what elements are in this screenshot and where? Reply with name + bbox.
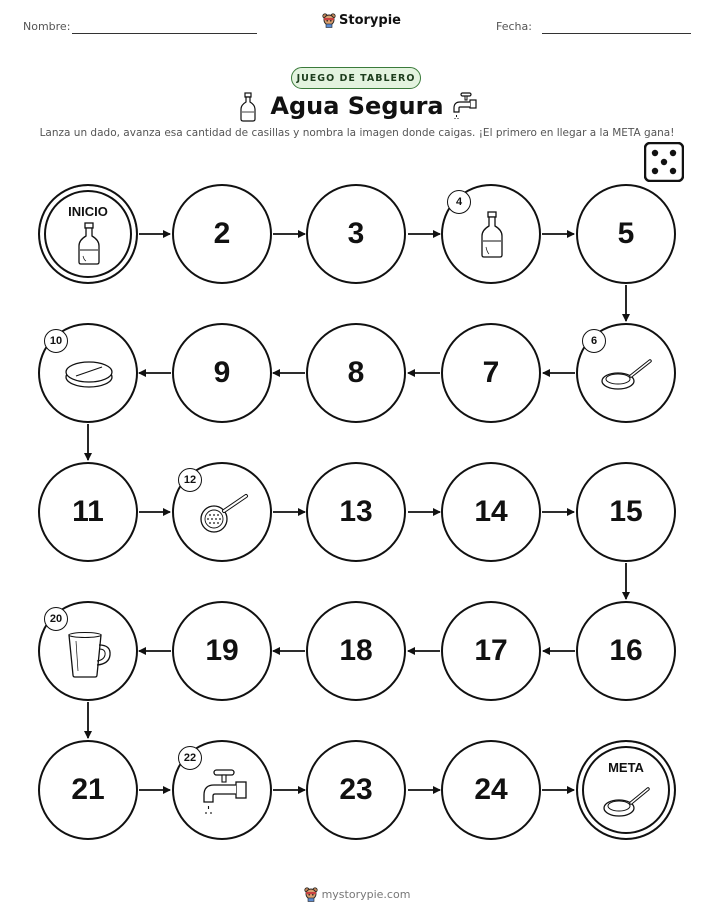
mug-icon	[66, 631, 114, 679]
cell-number: 24	[474, 773, 508, 806]
board-cell-14	[441, 462, 541, 562]
cell-badge: 20	[44, 607, 68, 631]
board-cell-2	[172, 184, 272, 284]
cell-number: 11	[72, 495, 104, 528]
instructions-text: Lanza un dado, avanza esa cantidad de casillas y nombra la imagen donde caigas. ¡El primero en llegar a la META gana!	[39, 127, 675, 139]
cell-number: 16	[609, 634, 643, 667]
cell-badge: 12	[178, 468, 202, 492]
finish-label: META	[608, 760, 644, 775]
board-cell-17	[441, 601, 541, 701]
board-cell-9	[172, 323, 272, 423]
game-type-tag: JUEGO DE TABLERO	[291, 67, 421, 89]
cell-badge: 10	[44, 329, 68, 353]
cell-badge: 4	[447, 190, 471, 214]
cell-number: 14	[474, 495, 508, 528]
board-cell-11	[38, 462, 138, 562]
bottle-icon	[76, 222, 102, 266]
board-cell-5	[576, 184, 676, 284]
cell-number: 8	[347, 356, 365, 389]
board-cell-24	[441, 740, 541, 840]
footer-url[interactable]: mystorypie.com	[321, 888, 411, 901]
cell-number: 3	[347, 217, 365, 250]
board-cell-15	[576, 462, 676, 562]
cell-number: 23	[339, 773, 373, 806]
board-cell-21	[38, 740, 138, 840]
board-cell-18	[306, 601, 406, 701]
cell-number: 15	[609, 495, 643, 528]
board-cell-16	[576, 601, 676, 701]
brand-name: Storypie	[339, 13, 401, 28]
start-label: INICIO	[68, 204, 108, 219]
tablet-pill-icon	[64, 359, 114, 389]
cell-number: 7	[482, 356, 500, 389]
bear-mascot-icon	[304, 887, 318, 902]
board-cell-19	[172, 601, 272, 701]
cell-number: 2	[213, 217, 231, 250]
page-title: Agua Segura	[270, 92, 444, 120]
bottle-icon	[479, 211, 505, 259]
cell-badge: 22	[178, 746, 202, 770]
footer	[0, 887, 714, 902]
name-label: Nombre:	[23, 20, 71, 33]
board-cell-23	[306, 740, 406, 840]
cell-number: 17	[474, 634, 508, 667]
cell-number: 21	[71, 773, 105, 806]
frying-pan-icon	[602, 786, 652, 820]
cell-number: 9	[213, 356, 231, 389]
date-label: Fecha:	[496, 20, 532, 33]
cell-number: 19	[205, 634, 239, 667]
board-cell-finish	[576, 740, 676, 840]
cell-number: 18	[339, 634, 373, 667]
board-cell-8	[306, 323, 406, 423]
faucet-icon	[198, 768, 248, 818]
board-cell-13	[306, 462, 406, 562]
cell-number: 13	[339, 495, 373, 528]
cell-badge: 6	[582, 329, 606, 353]
strainer-icon	[198, 492, 252, 536]
frying-pan-icon	[600, 357, 654, 393]
board-cell-start	[38, 184, 138, 284]
board-cell-3	[306, 184, 406, 284]
cell-number: 5	[617, 217, 635, 250]
board-cell-7	[441, 323, 541, 423]
